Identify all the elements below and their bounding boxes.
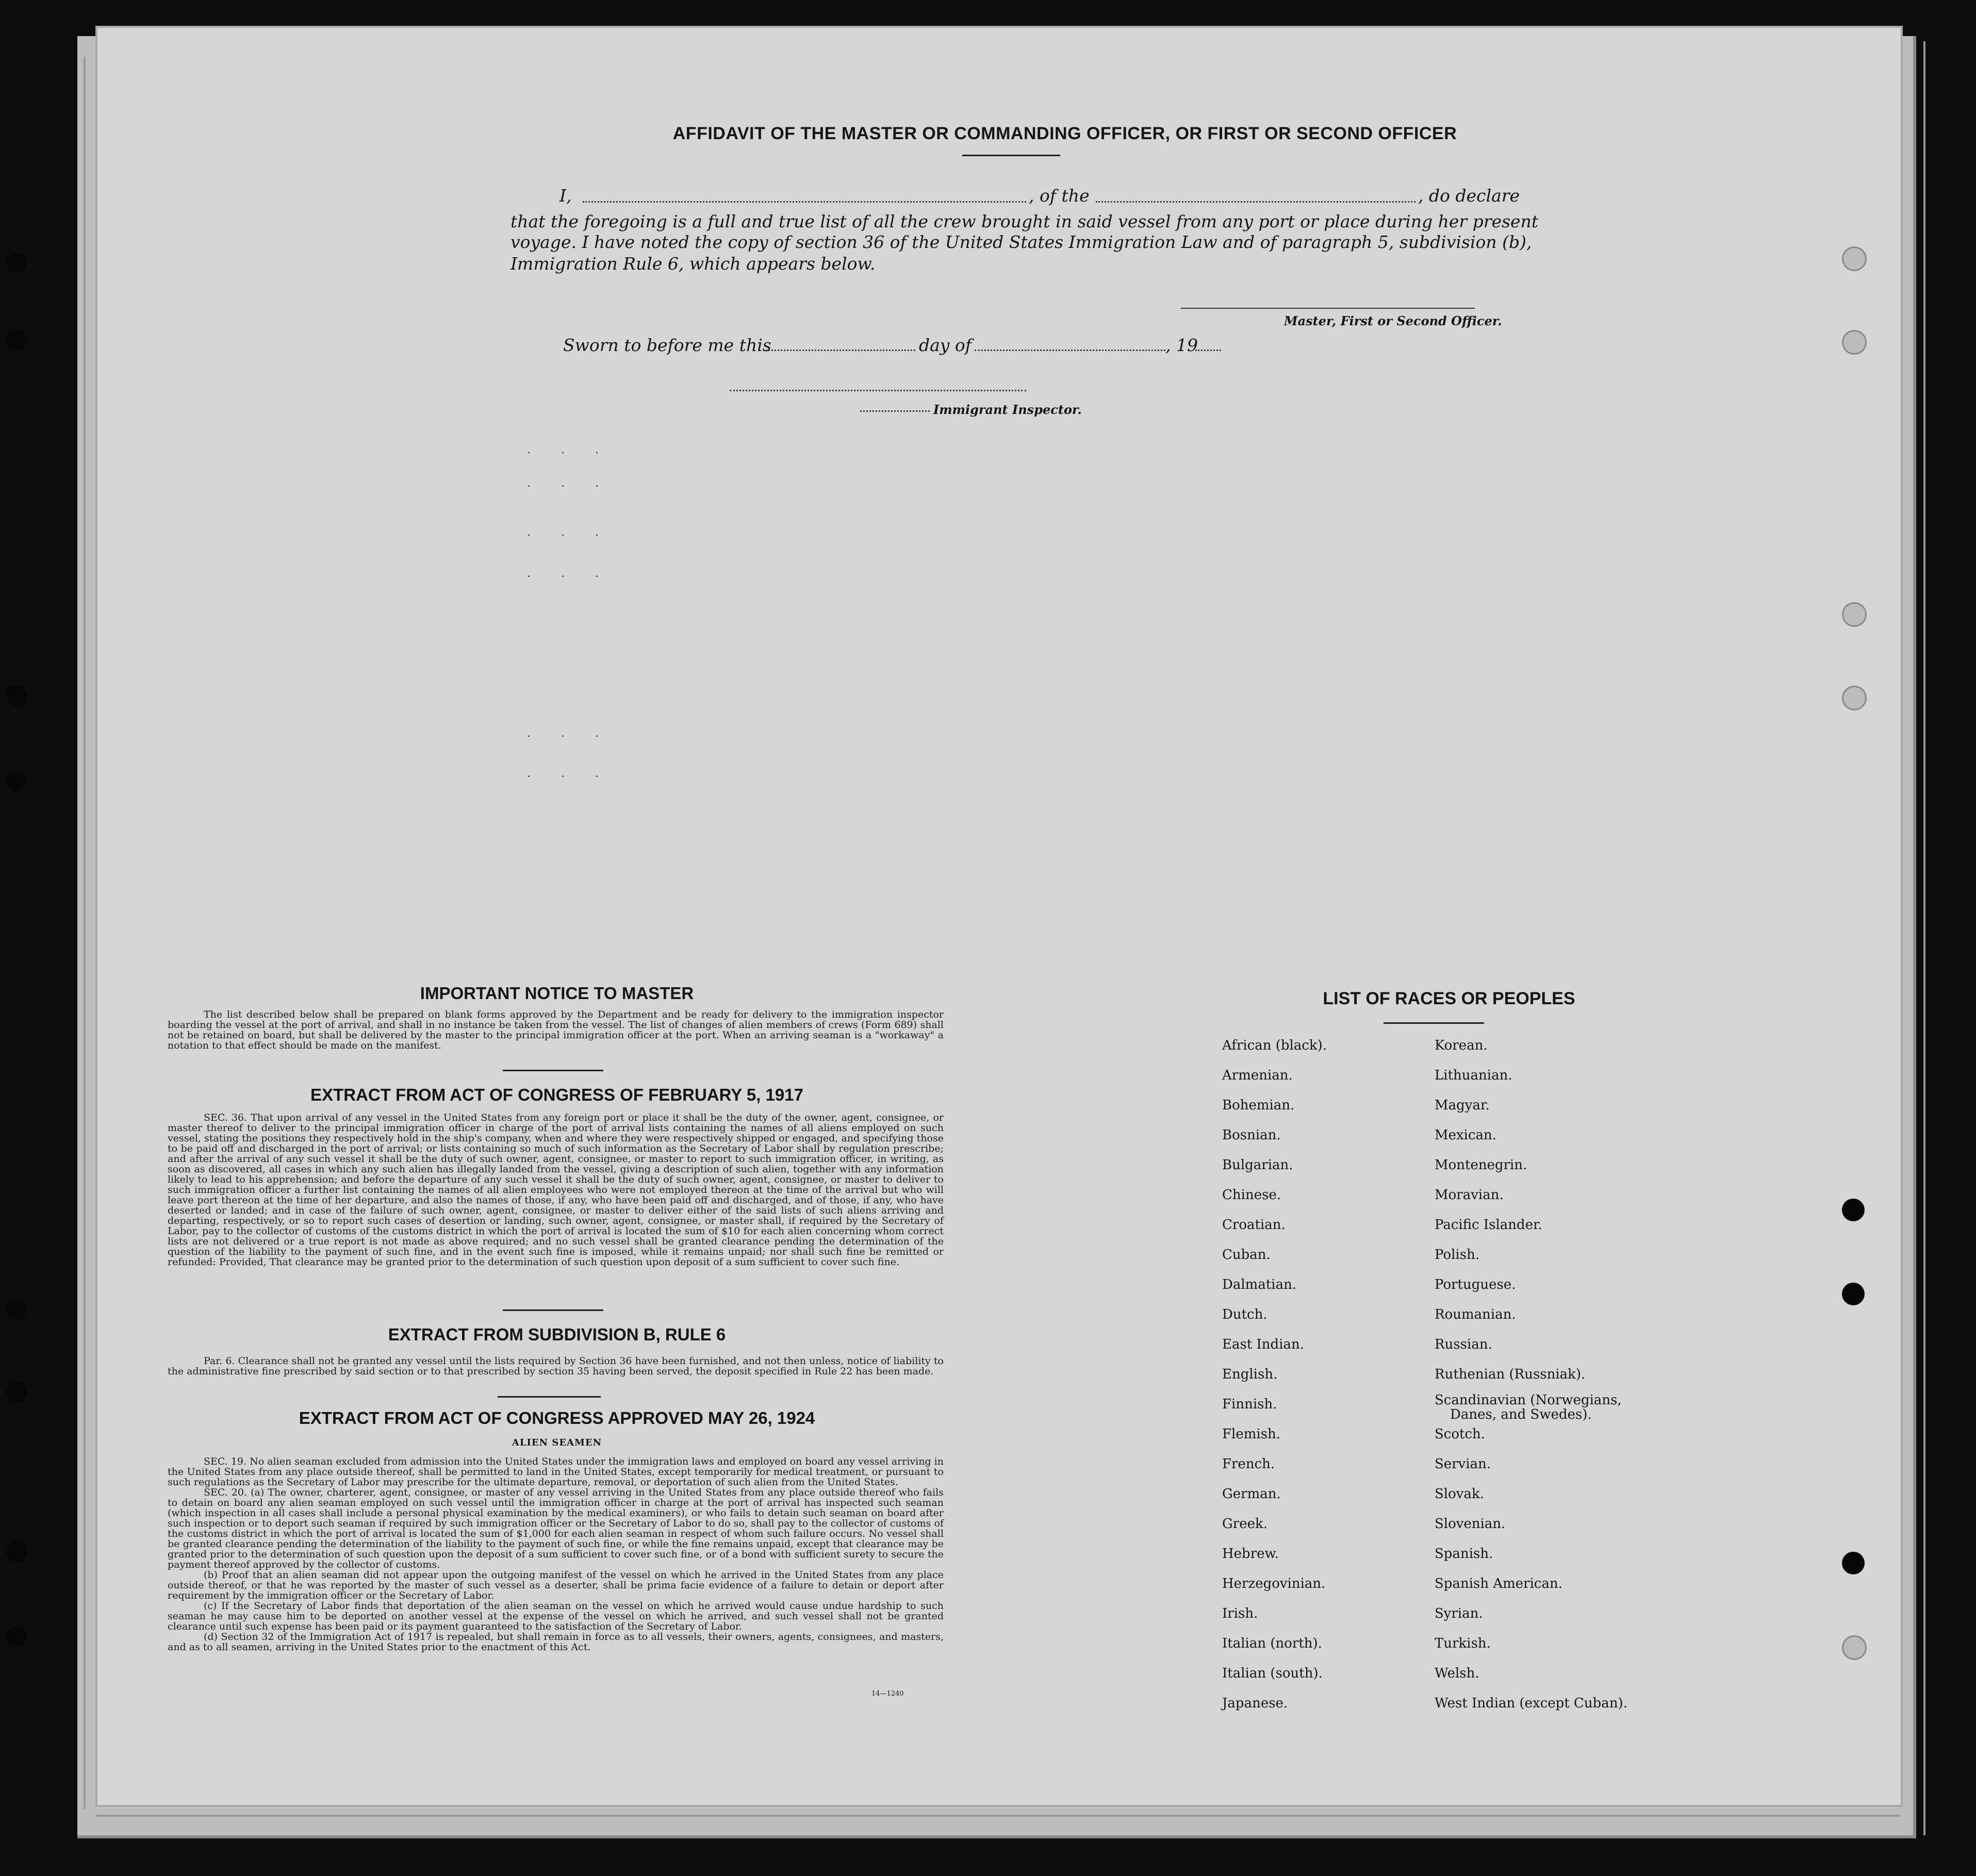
race-item: Japanese. [1222, 1696, 1288, 1711]
race-item: African (black). [1222, 1038, 1327, 1053]
races-title: LIST OF RACES OR PEOPLES [1323, 989, 1575, 1008]
extract-1917-title: EXTRACT FROM ACT OF CONGRESS OF FEBRUARY 5, 1917 [310, 1085, 803, 1104]
extract-1917-text [168, 1113, 944, 1267]
race-item: Dalmatian. [1222, 1277, 1297, 1292]
race-item: Greek. [1222, 1516, 1267, 1532]
section-divider [503, 1070, 603, 1071]
section-36-paragraph: SEC. 36. That upon arrival of any vessel in the United States from any foreign port or place it shall be the duty of the owner, agent, consignee, or master thereof to deliver to the principal immigration officer in charge of the port of arrival lists containing the names of all aliens employed on such vessel, stating the positions they respectively hold in the ship's company, when and where they were respectively shipped or engaged, and specifying those to be paid off and discharged in the port of arrival; or lists containing so much of such information as the Secretary of Labor shall by regulation prescribe; and after the arrival of any such vessel it shall be the duty of such owner, agent, consignee, or master to report to such immigration officer, in writing, as soon as discovered, all cases in which any such alien has illegally landed from the vessel, giving a description of such alien, together with any information likely to lead to his apprehension; and before the departure of any such vessel it shall be the duty of such owner, agent, consignee, or master to deliver to such immigration officer a further list containing the names of all alien employees who were not employed thereon at the time of the arrival but who will leave port thereon at the time of her departure, and also the names of those, if any, who have been paid off and discharged, and of those, if any, who have deserted or landed; and in case of the failure of such owner, agent, consignee, or master to deliver either of the said lists of such aliens arriving and departing, respectively, or so to report such cases of desertion or landing, such owner, agent, consignee, or master shall, if required by the Secretary of Labor, pay to the collector of customs of the customs district in which the port of arrival is located the sum of $10 for each alien concerning whom correct lists are not delivered or a true report is not made as above required; and no such vessel shall be granted clearance pending the determination of the question of the liability to the payment of such fine, and in the event such fine is imposed, while it remains unpaid; nor shall such fine be remitted or refunded: Provided, That clearance may be granted prior to the determination of such question upon deposit of a sum sufficient to cover such fine. [168, 1112, 944, 1268]
master-signature-label: Master, First or Second Officer. [1284, 313, 1502, 328]
race-item: Bohemian. [1222, 1098, 1295, 1113]
affidavit-line1-mid: , of the [1029, 186, 1090, 206]
extract-rule6-title: EXTRACT FROM SUBDIVISION B, RULE 6 [388, 1325, 726, 1344]
binder-hole-left [6, 1541, 27, 1562]
section-20b-paragraph: (b) Proof that an alien seaman did not appear upon the outgoing manifest of the vessel on which he arrived in the United States from any place outside thereof, or that he was reported by the master of such vessel as a deserter, shall be prima facie evidence of a failure to detain or deport after requirement by the immigration officer or the Secretary of Labor. [168, 1569, 944, 1601]
stray-marks: . . . [527, 567, 612, 580]
race-item: Spanish. [1435, 1546, 1493, 1562]
binder-hole-left [6, 330, 27, 351]
race-item: Portuguese. [1435, 1277, 1516, 1292]
race-item: Montenegrin. [1435, 1157, 1527, 1173]
race-item: Scotch. [1435, 1426, 1486, 1442]
race-item: Scandinavian (Norwegians, [1435, 1392, 1622, 1408]
race-item: Italian (south). [1222, 1666, 1323, 1681]
race-item: Bosnian. [1222, 1127, 1281, 1143]
race-item: Lithuanian. [1435, 1068, 1512, 1083]
binder-hole-left [6, 1299, 27, 1320]
race-item: Roumanian. [1435, 1307, 1516, 1322]
race-item: Syrian. [1435, 1606, 1483, 1621]
section-20d-paragraph: (d) Section 32 of the Immigration Act of 1917 is repealed, but shall remain in force as to all vessels, their owners, agents, consignees, and masters, and as to all seamen, arriving in the United States prior to the enactment of this Act. [168, 1631, 944, 1653]
affidavit-line1-start: I, [559, 186, 572, 206]
race-item: Polish. [1435, 1247, 1480, 1263]
race-item: Servian. [1435, 1456, 1491, 1472]
affidavit-line4: Immigration Rule 6, which appears below. [511, 254, 876, 274]
race-item: Bulgarian. [1222, 1157, 1293, 1173]
race-item: Turkish. [1435, 1636, 1491, 1651]
stray-marks: . . . [527, 477, 612, 490]
binder-hole-right [1842, 1283, 1865, 1305]
alien-seamen-subtitle: ALIEN SEAMEN [512, 1437, 602, 1448]
master-signature-blank[interactable] [1181, 308, 1475, 309]
binder-hole-right [1842, 246, 1867, 271]
race-item: Chinese. [1222, 1187, 1281, 1203]
notice-paragraph: The list described below shall be prepared on blank forms approved by the Department and be ready for delivery to the immigration inspector boarding the vessel at the port of arrival, and shall in no instance be taken from the vessel. The list of changes of alien members of crews (Form 689) shall not be retained on board, but shall be delivered by the master to the principal immigration officer at the port. When an arriving seaman is a "workaway" a notation to that effect should be made on the manifest. [168, 1009, 944, 1051]
binder-hole-left [6, 1382, 27, 1402]
binder-hole-left [6, 1626, 27, 1647]
race-item: German. [1222, 1486, 1281, 1502]
affidavit-line2: that the foregoing is a full and true list of all the crew brought in said vessel from any port or place during her present [511, 211, 1539, 231]
race-item: French. [1222, 1456, 1275, 1472]
race-item: Cuban. [1222, 1247, 1271, 1263]
notice-text [168, 1009, 944, 1051]
year-blank[interactable] [1195, 350, 1221, 351]
race-item: Italian (north). [1222, 1636, 1322, 1651]
race-item: Herzegovinian. [1222, 1576, 1326, 1591]
race-item: Irish. [1222, 1606, 1258, 1621]
race-item: Dutch. [1222, 1307, 1267, 1322]
inspector-label: Immigrant Inspector. [933, 402, 1082, 417]
page-edge-right [1923, 41, 1925, 1835]
race-item: Welsh. [1435, 1666, 1479, 1681]
binder-hole-right [1842, 686, 1867, 710]
inspector-signature-blank[interactable] [860, 410, 930, 412]
race-item: Spanish American. [1435, 1576, 1563, 1591]
race-item: East Indian. [1222, 1337, 1305, 1352]
race-item: Danes, and Swedes). [1450, 1407, 1592, 1422]
race-item: Ruthenian (Russniak). [1435, 1367, 1586, 1382]
binder-hole-right [1842, 1635, 1867, 1660]
stray-marks: . . . [527, 526, 612, 539]
race-item: Magyar. [1435, 1098, 1490, 1113]
races-title-underline [1384, 1022, 1484, 1024]
stray-marks: . . . [527, 443, 612, 456]
section-divider [498, 1396, 601, 1398]
month-blank[interactable] [975, 350, 1165, 351]
extract-1924-text [168, 1456, 944, 1652]
stray-marks: . . . [527, 767, 612, 780]
extract-1924-title: EXTRACT FROM ACT OF CONGRESS APPROVED MAY 26, 1924 [299, 1408, 815, 1427]
section-20c-paragraph: (c) If the Secretary of Labor finds that deportation of the alien seaman on the vessel on which he arrived would cause undue hardship to such seaman he may cause him to be deported on another vessel at the expense of the vessel on which he arrived, and such vessel shall not be granted clearance until such expense has been paid or its payment guaranteed to the satisfaction of the Secretary of Labor. [168, 1600, 944, 1632]
race-item: Croatian. [1222, 1217, 1286, 1233]
race-item: West Indian (except Cuban). [1435, 1696, 1627, 1711]
race-item: English. [1222, 1367, 1278, 1382]
notice-title: IMPORTANT NOTICE TO MASTER [420, 984, 694, 1003]
race-item: Slovak. [1435, 1486, 1484, 1502]
binder-hole-right [1842, 602, 1867, 627]
binder-hole-left [6, 771, 27, 791]
inspector-signature-blank[interactable] [730, 390, 1026, 391]
race-item: Slovenian. [1435, 1516, 1506, 1532]
race-item: Russian. [1435, 1337, 1492, 1352]
vessel-blank[interactable] [1096, 201, 1415, 203]
race-item: Pacific Islander. [1435, 1217, 1542, 1233]
binder-hole-right [1842, 1199, 1865, 1221]
race-item: Hebrew. [1222, 1546, 1279, 1562]
race-item: Korean. [1435, 1038, 1488, 1053]
race-item: Moravian. [1435, 1187, 1504, 1203]
rule6-paragraph: Par. 6. Clearance shall not be granted any vessel until the lists required by Section 36 have been furnished, and not then unless, notice of liability to the administrative fine prescribed by said section or to that prescribed by section 35 having been served, the deposit specified in Rule 22 has been made. [168, 1355, 944, 1377]
day-of-text: day of [919, 335, 972, 355]
affidavit-title: AFFIDAVIT OF THE MASTER OR COMMANDING OFFICER, OR FIRST OR SECOND OFFICER [672, 124, 1457, 143]
binder-hole-right [1842, 1552, 1865, 1574]
race-item: Mexican. [1435, 1127, 1497, 1143]
binder-hole-left [6, 686, 27, 706]
name-blank[interactable] [583, 201, 1026, 203]
page-edge-bottom [95, 1815, 1900, 1817]
race-item: Flemish. [1222, 1426, 1281, 1442]
form-number: 14—1240 [871, 1690, 904, 1698]
year-prefix: , 19 [1165, 335, 1198, 355]
title-underline [962, 155, 1060, 156]
stray-marks: . . . [527, 727, 612, 740]
affidavit-line1-end: , do declare [1418, 186, 1520, 206]
section-divider [503, 1309, 603, 1311]
page-edge-left [84, 57, 86, 1809]
race-item: Armenian. [1222, 1068, 1293, 1083]
binder-hole-right [1842, 330, 1867, 355]
section-20a-paragraph: SEC. 20. (a) The owner, charterer, agent, consignee, or master of any vessel arriving in the United States from any place outside thereof who fails to detain on board any alien seaman employed on such vessel until the immigration officer in charge at the port of arrival has inspected such seaman (which inspection in all cases shall include a personal physical examination by the medical examiners), or who fails to detain such seaman on board after such inspection or to deport such seaman if required by such immigration officer or the Secretary of Labor to do so, shall pay to the collector of customs of the customs district in which the port of arrival is located the sum of $1,000 for each alien seaman in respect of whom such failure occurs. No vessel shall be granted clearance pending the determination of the liability to the payment of such fine, or while the fine remains unpaid, except that clearance may be granted prior to the determination of such question upon the deposit of a sum sufficient to cover such fine, or of a bond with sufficient surety to secure the payment thereof approved by the collector of customs. [168, 1487, 944, 1570]
sworn-text: Sworn to before me this [563, 335, 771, 355]
extract-rule6-text [168, 1356, 944, 1376]
affidavit-line3: voyage. I have noted the copy of section 36 of the United States Immigration Law and of paragraph 5, subdivision (b), [511, 232, 1532, 252]
section-19-paragraph: SEC. 19. No alien seaman excluded from admission into the United States under the immigration laws and employed on board any vessel arriving in the United States from any place outside thereof, shall be permitted to land in the United States, except temporarily for medical treatment, or pursuant to such regulations as the Secretary of Labor may prescribe for the ultimate departure, removal, or deportation of such alien from the United States. [168, 1456, 944, 1488]
day-blank[interactable] [766, 350, 915, 351]
race-item: Finnish. [1222, 1397, 1277, 1412]
binder-hole-left [6, 253, 27, 273]
